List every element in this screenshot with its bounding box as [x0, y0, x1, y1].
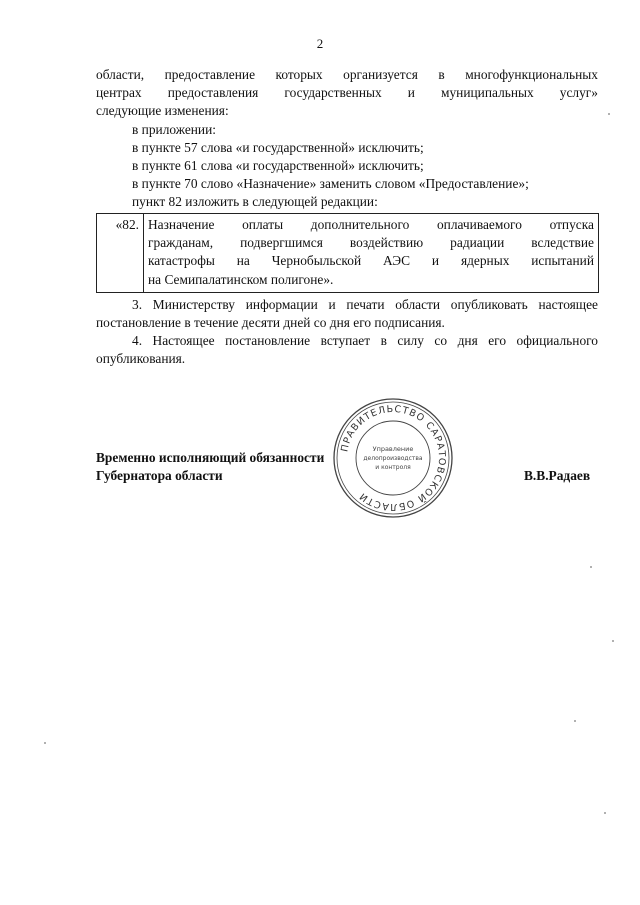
page-number: 2 — [316, 36, 324, 51]
scan-speck — [574, 720, 576, 722]
signer-position-line1: Временно исполняющий обязанности — [96, 450, 325, 465]
paragraph-line: опубликования. — [96, 351, 186, 367]
amendment-number: «82. — [97, 214, 144, 293]
amendment-line: катастрофы на Чернобыльской АЭС и ядерных испытаний — [148, 253, 594, 269]
amendment-table — [96, 213, 599, 293]
scan-speck — [44, 742, 46, 744]
change-item: в пункте 61 слова «и государственной» исключить; — [132, 158, 424, 174]
intro-line: центрах предоставления государственных и муниципальных услуг» — [96, 85, 598, 101]
amendment-line: гражданам, подвергшимся воздействию радиации вследствие — [148, 235, 594, 251]
scan-speck — [612, 640, 614, 642]
change-item: пункт 82 изложить в следующей редакции: — [132, 194, 378, 210]
paragraph-3 — [96, 296, 598, 332]
seal-center-line: и контроля — [375, 464, 411, 471]
intro-line: области, предоставление которых организуется в многофункциональных — [96, 67, 598, 82]
seal-center-line: Управление — [372, 445, 414, 453]
intro-paragraph — [96, 66, 598, 212]
seal-center-line: делопроизводства — [363, 455, 423, 462]
table-row — [97, 214, 599, 293]
change-item: в пункте 57 слова «и государственной» исключить; — [132, 139, 424, 155]
scan-speck — [608, 113, 610, 115]
amendment-text — [144, 214, 599, 293]
official-seal — [331, 396, 455, 520]
amendment-line: Назначение оплаты дополнительного оплачиваемого отпуска — [148, 217, 594, 232]
signer-name: В.В.Радаев — [524, 468, 591, 483]
paragraph-4 — [96, 332, 598, 368]
intro-line: следующие изменения: — [96, 103, 229, 119]
paragraph-line: 4. Настоящее постановление вступает в силу со дня его официального — [132, 333, 598, 348]
scan-speck — [604, 812, 606, 814]
change-item: в пункте 70 слово «Назначение» заменить словом «Предоставление»; — [132, 176, 529, 192]
seal-ring-text: ПРАВИТЕЛЬСТВО САРАТОВСКОЙ ОБЛАСТИ — [339, 403, 448, 513]
paragraph-line: 3. Министерству информации и печати области опубликовать настоящее — [132, 297, 598, 312]
scan-speck — [590, 566, 592, 568]
amendment-line: на Семипалатинском полигоне». — [148, 271, 334, 287]
change-item: в приложении: — [132, 121, 216, 137]
paragraph-line: постановление в течение десяти дней со дня его подписания. — [96, 315, 445, 331]
signer-position-line2: Губернатора области — [96, 468, 223, 483]
